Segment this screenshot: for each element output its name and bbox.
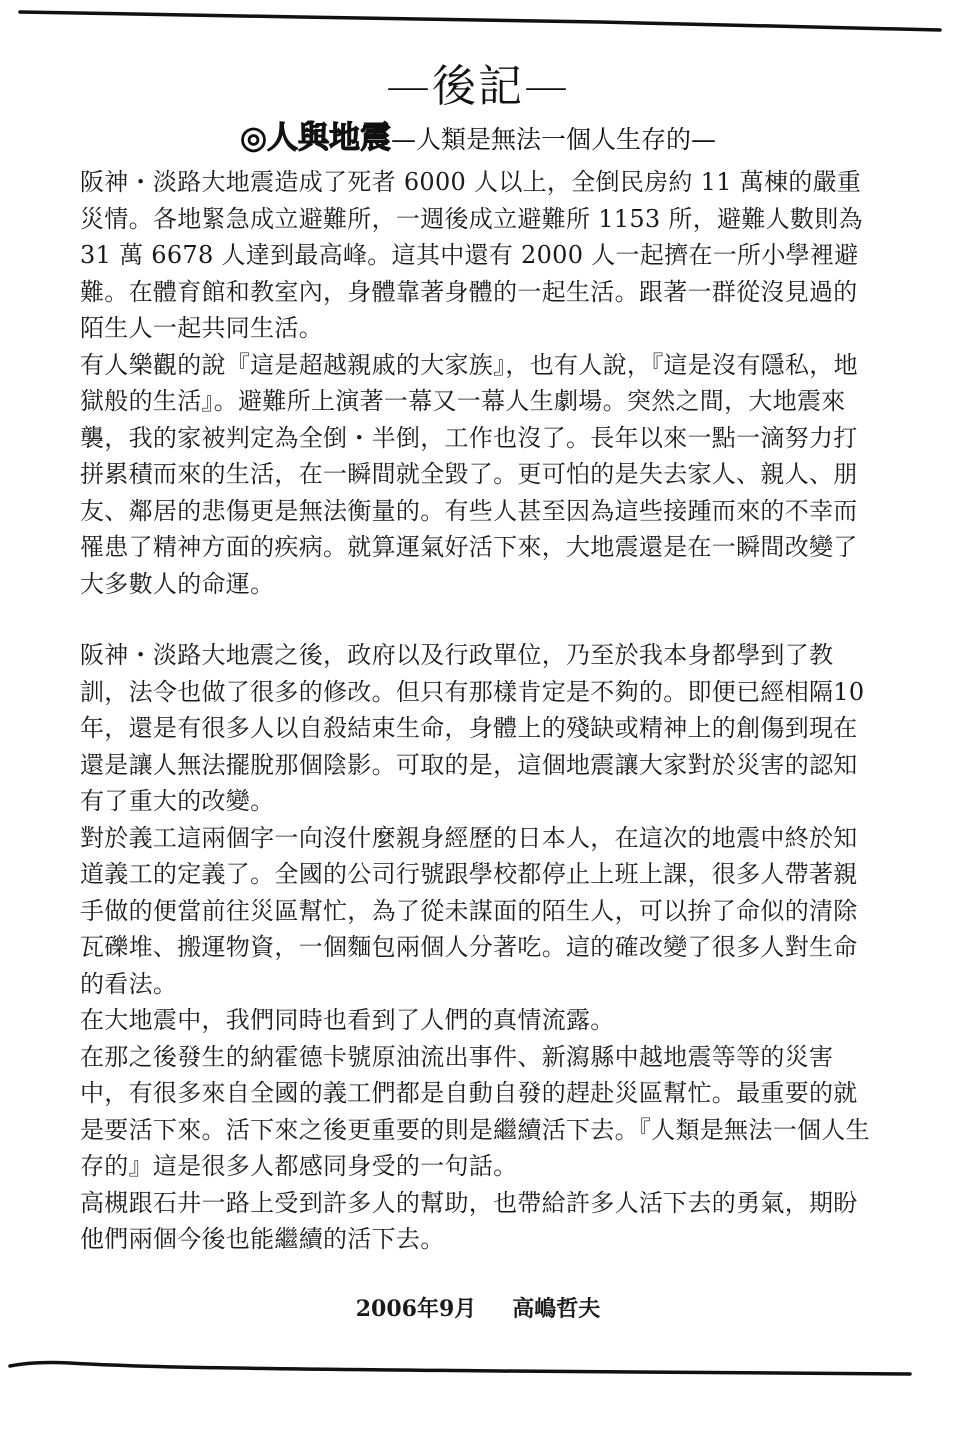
section-2: [80, 637, 880, 1258]
subtitle-heading: 人與地震: [267, 120, 392, 156]
signature-author: 高嶋哲夫: [512, 1296, 601, 1322]
subtitle-tagline: —人類是無法一個人生存的—: [391, 125, 717, 154]
paragraph: 在那之後發生的納霍德卡號原油流出事件、新瀉縣中越地震等等的災害中，有很多來自全國的義工們都是自動自發的趕赴災區幫忙。最重要的就是要活下來。活下來之後更重要的則是繼續活下去。『人類是無法一個人生存的』這是很多人都感同身受的一句話。: [80, 1042, 870, 1180]
signature: [0, 1292, 956, 1323]
page-subtitle: [0, 112, 956, 157]
paragraph: 高槻跟石井一路上受到許多人的幫助，也帶給許多人活下去的勇氣，期盼他們兩個今後也能繼續的活下去。: [80, 1188, 858, 1253]
page-title: —後記—: [386, 61, 570, 112]
paragraph: 在大地震中，我們同時也看到了人們的真情流露。: [80, 1006, 615, 1034]
bottom-rule: [10, 1362, 910, 1374]
paragraph: 阪神・淡路大地震之後，政府以及行政單位，乃至於我本身都學到了教訓，法令也做了很多的修改。但只有那樣肯定是不夠的。即便已經相隔10年，還是有很多人以自殺結束生命，身體上的殘缺或精神上的創傷到現在還是讓人無法擺脫那個陰影。可取的是，這個地震讓大家對於災害的認知有了重大的改變。: [80, 641, 865, 815]
paragraph: 對於義工這兩個字一向沒什麼親身經歷的日本人，在這次的地震中終於知道義工的定義了。全國的公司行號跟學校都停止上班上課，很多人帶著親手做的便當前往災區幫忙，為了從未謀面的陌生人，可以拚了命似的清除瓦礫堆、搬運物資，一個麵包兩個人分著吃。這的確改變了很多人對生命的看法。: [80, 823, 858, 998]
top-rule: [20, 12, 940, 30]
paragraph: 有人樂觀的說『這是超越親戚的大家族』，也有人說，『這是沒有隱私，地獄般的生活』。避難所上演著一幕又一幕人生劇場。突然之間，大地震來襲，我的家被判定為全倒・半倒，工作也沒了。長年以來一點一滴努力打拼累積而來的生活，在一瞬間就全毀了。更可怕的是失去家人、親人、朋友、鄰居的悲傷更是無法衡量的。有些人甚至因為這些接踵而來的不幸而罹患了精神方面的疾病。就算運氣好活下來，大地震還是在一瞬間改變了大多數人的命運。: [80, 350, 858, 598]
section-1: [80, 164, 880, 602]
paragraph: 阪神・淡路大地震造成了死者 6000 人以上，全倒民房約 11 萬棟的嚴重災情。各地緊急成立避難所，一週後成立避難所 1153 所，避難人數則為 31 萬 6678 人達到最高峰。這其中還有 2000 人一起擠在一所小學裡避難。在體育館和教室內，身體靠著身體的一起生活。跟著一群從沒見過的陌生人一起共同生活。: [80, 168, 863, 342]
signature-date: 2006年9月: [355, 1296, 477, 1322]
double-circle-marker: ◎: [239, 120, 268, 156]
